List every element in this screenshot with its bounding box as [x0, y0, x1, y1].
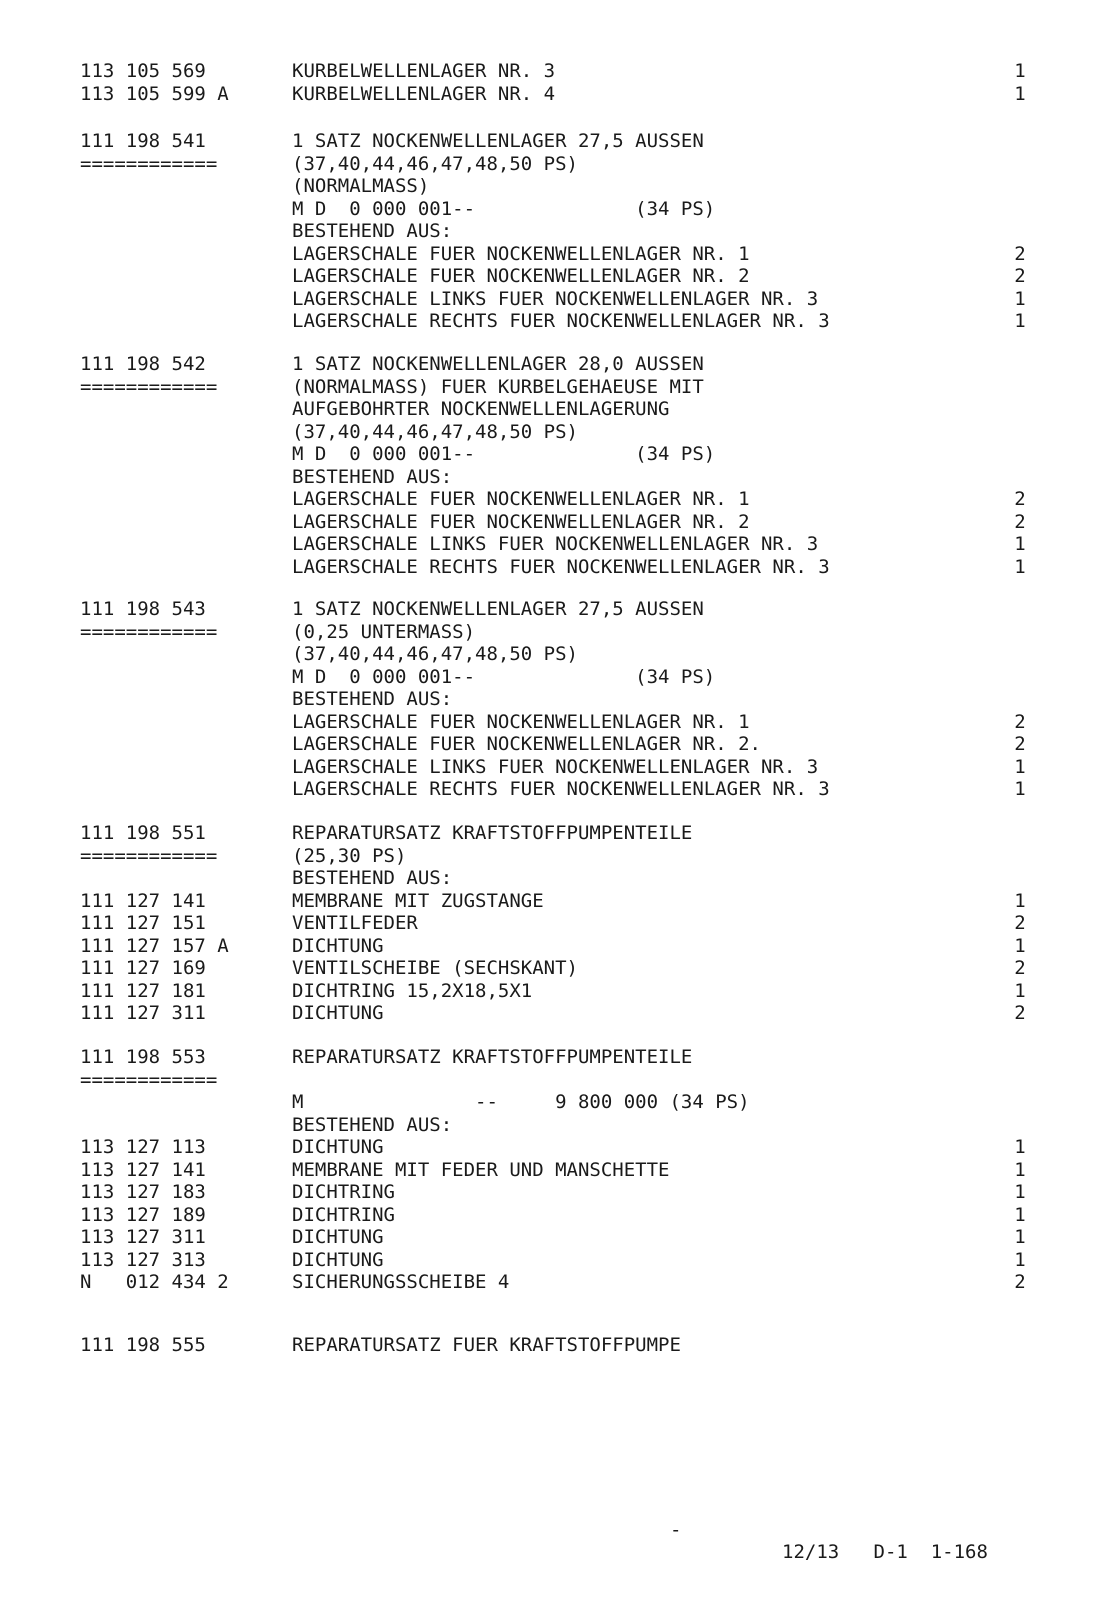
separator-rule: ============	[80, 375, 218, 398]
part-number: 111 198 543	[80, 598, 206, 620]
part-quantity: 2	[1014, 912, 1026, 934]
parts-line	[0, 666, 1113, 689]
parts-line	[0, 153, 1113, 176]
part-quantity: 1	[1014, 287, 1026, 310]
part-quantity: 1	[1014, 1158, 1026, 1181]
part-description: LAGERSCHALE LINKS FUER NOCKENWELLENLAGER NR. 3	[292, 533, 819, 555]
parts-line	[0, 1334, 1113, 1357]
parts-line	[0, 488, 1113, 511]
part-description: BESTEHEND AUS:	[292, 1113, 453, 1136]
part-description: DICHTUNG	[292, 934, 384, 957]
parts-line	[0, 198, 1113, 221]
part-number: 111 198 542	[80, 353, 206, 375]
part-description: BESTEHEND AUS:	[292, 688, 453, 710]
part-number: 113 127 113	[80, 1136, 206, 1158]
part-quantity: 2	[1014, 488, 1026, 510]
part-number: 113 105 599 A	[80, 82, 229, 105]
part-description: BESTEHEND AUS:	[292, 220, 453, 242]
part-description: BESTEHEND AUS:	[292, 465, 453, 488]
part-description: 1 SATZ NOCKENWELLENLAGER 27,5 AUSSEN	[292, 130, 704, 152]
parts-line	[0, 957, 1113, 980]
part-description: MEMBRANE MIT ZUGSTANGE	[292, 889, 544, 912]
part-number: 113 127 141	[80, 1158, 206, 1181]
parts-line	[0, 733, 1113, 756]
parts-line	[0, 778, 1113, 801]
part-description: LAGERSCHALE FUER NOCKENWELLENLAGER NR. 1	[292, 488, 750, 510]
part-description: LAGERSCHALE RECHTS FUER NOCKENWELLENLAGER NR. 3	[292, 778, 830, 800]
part-description: LAGERSCHALE FUER NOCKENWELLENLAGER NR. 2	[292, 510, 750, 533]
page-footer	[0, 1496, 1113, 1563]
part-number: 111 198 553	[80, 1046, 206, 1068]
part-quantity: 2	[1014, 265, 1026, 287]
part-description: LAGERSCHALE FUER NOCKENWELLENLAGER NR. 2	[292, 265, 750, 287]
separator-rule: ============	[80, 152, 218, 175]
parts-line	[0, 1114, 1113, 1137]
part-description: (37,40,44,46,47,48,50 PS)	[292, 643, 578, 665]
part-quantity: 1	[1014, 555, 1026, 578]
parts-line	[0, 621, 1113, 644]
part-description: DICHTRING	[292, 1203, 395, 1226]
footer-dash: -	[670, 1518, 682, 1541]
parts-line	[0, 1204, 1113, 1227]
part-description: LAGERSCHALE LINKS FUER NOCKENWELLENLAGER NR. 3	[292, 755, 819, 778]
part-description: M -- 9 800 000 (34 PS)	[292, 1091, 750, 1113]
part-description: DICHTUNG	[292, 1226, 384, 1248]
part-description: DICHTUNG	[292, 1136, 384, 1158]
parts-line	[0, 466, 1113, 489]
parts-line	[0, 443, 1113, 466]
part-number: 111 127 151	[80, 912, 206, 934]
parts-line	[0, 912, 1113, 935]
part-description: REPARATURSATZ KRAFTSTOFFPUMPENTEILE	[292, 1046, 693, 1068]
parts-line	[0, 83, 1113, 106]
part-description: (0,25 UNTERMASS)	[292, 620, 476, 643]
part-quantity: 1	[1014, 1248, 1026, 1271]
part-description: (25,30 PS)	[292, 844, 407, 867]
part-number: 111 127 181	[80, 979, 206, 1002]
separator-rule: ============	[80, 844, 218, 867]
parts-line	[0, 310, 1113, 333]
part-description: DICHTRING	[292, 1181, 395, 1203]
part-description: LAGERSCHALE FUER NOCKENWELLENLAGER NR. 1	[292, 710, 750, 733]
separator-rule: ============	[80, 1068, 218, 1091]
parts-line	[0, 845, 1113, 868]
parts-line	[0, 688, 1113, 711]
part-quantity: 2	[1014, 242, 1026, 265]
part-description: LAGERSCHALE FUER NOCKENWELLENLAGER NR. 1	[292, 242, 750, 265]
part-number: 113 127 311	[80, 1226, 206, 1248]
part-description: (37,40,44,46,47,48,50 PS)	[292, 152, 578, 175]
parts-line	[0, 1226, 1113, 1249]
part-quantity: 1	[1014, 60, 1026, 82]
part-description: REPARATURSATZ KRAFTSTOFFPUMPENTEILE	[292, 822, 693, 844]
footer-page-code: 12/13 D-1 1-168	[782, 1541, 988, 1563]
parts-line	[0, 1271, 1113, 1294]
part-description: MEMBRANE MIT FEDER UND MANSCHETTE	[292, 1158, 670, 1181]
parts-line	[0, 220, 1113, 243]
part-quantity: 1	[1014, 310, 1026, 332]
parts-line	[0, 1091, 1113, 1114]
parts-line	[0, 376, 1113, 399]
parts-line	[0, 643, 1113, 666]
part-quantity: 1	[1014, 1181, 1026, 1203]
parts-line	[0, 890, 1113, 913]
parts-line	[0, 1136, 1113, 1159]
part-description: (NORMALMASS) FUER KURBELGEHAEUSE MIT	[292, 375, 704, 398]
part-quantity: 1	[1014, 1136, 1026, 1158]
part-description: BESTEHEND AUS:	[292, 867, 453, 889]
parts-line	[0, 867, 1113, 890]
part-description: AUFGEBOHRTER NOCKENWELLENLAGERUNG	[292, 398, 670, 420]
separator-rule: ============	[80, 620, 218, 643]
part-description: (37,40,44,46,47,48,50 PS)	[292, 420, 578, 443]
parts-line	[0, 822, 1113, 845]
part-quantity: 2	[1014, 1271, 1026, 1293]
parts-line	[0, 265, 1113, 288]
part-description: SICHERUNGSSCHEIBE 4	[292, 1271, 510, 1293]
part-quantity: 1	[1014, 889, 1026, 912]
part-description: KURBELWELLENLAGER NR. 3	[292, 60, 556, 82]
parts-line	[0, 980, 1113, 1003]
part-quantity: 1	[1014, 533, 1026, 555]
parts-line	[0, 711, 1113, 734]
parts-line	[0, 421, 1113, 444]
part-quantity: 1	[1014, 1203, 1026, 1226]
parts-line	[0, 935, 1113, 958]
part-description: DICHTRING 15,2X18,5X1	[292, 979, 533, 1002]
part-description: 1 SATZ NOCKENWELLENLAGER 27,5 AUSSEN	[292, 598, 704, 620]
part-number: 111 127 311	[80, 1002, 206, 1024]
part-description: LAGERSCHALE LINKS FUER NOCKENWELLENLAGER NR. 3	[292, 287, 819, 310]
part-number: 113 105 569	[80, 60, 206, 82]
part-description: LAGERSCHALE RECHTS FUER NOCKENWELLENLAGER NR. 3	[292, 555, 830, 578]
part-description: KURBELWELLENLAGER NR. 4	[292, 82, 556, 105]
part-description: DICHTUNG	[292, 1248, 384, 1271]
part-quantity: 2	[1014, 710, 1026, 733]
part-quantity: 1	[1014, 82, 1026, 105]
parts-line	[0, 756, 1113, 779]
part-quantity: 1	[1014, 755, 1026, 778]
part-quantity: 2	[1014, 510, 1026, 533]
part-description: M D 0 000 001-- (34 PS)	[292, 443, 716, 465]
parts-line	[0, 556, 1113, 579]
part-quantity: 1	[1014, 778, 1026, 800]
part-number: 113 127 189	[80, 1203, 206, 1226]
part-description: LAGERSCHALE FUER NOCKENWELLENLAGER NR. 2.	[292, 733, 761, 755]
parts-line	[0, 130, 1113, 153]
parts-line	[0, 398, 1113, 421]
parts-line	[0, 1249, 1113, 1272]
parts-line	[0, 598, 1113, 621]
part-description: VENTILSCHEIBE (SECHSKANT)	[292, 957, 578, 979]
part-number: N 012 434 2	[80, 1271, 229, 1293]
part-description: REPARATURSATZ FUER KRAFTSTOFFPUMPE	[292, 1334, 681, 1356]
part-quantity: 2	[1014, 1002, 1026, 1024]
parts-line	[0, 353, 1113, 376]
part-description: DICHTUNG	[292, 1002, 384, 1024]
part-number: 111 198 555	[80, 1334, 206, 1356]
part-number: 113 127 313	[80, 1248, 206, 1271]
part-number: 111 198 551	[80, 822, 206, 844]
parts-line	[0, 243, 1113, 266]
parts-line	[0, 1069, 1113, 1092]
part-description: LAGERSCHALE RECHTS FUER NOCKENWELLENLAGER NR. 3	[292, 310, 830, 332]
part-number: 111 127 157 A	[80, 934, 229, 957]
part-number: 113 127 183	[80, 1181, 206, 1203]
part-description: M D 0 000 001-- (34 PS)	[292, 665, 716, 688]
parts-line	[0, 1002, 1113, 1025]
part-number: 111 198 541	[80, 130, 206, 152]
part-description: (NORMALMASS)	[292, 175, 430, 197]
part-number: 111 127 169	[80, 957, 206, 979]
part-quantity: 2	[1014, 957, 1026, 979]
parts-line	[0, 1046, 1113, 1069]
parts-line	[0, 60, 1113, 83]
parts-line	[0, 1181, 1113, 1204]
parts-line	[0, 511, 1113, 534]
parts-line	[0, 1159, 1113, 1182]
part-quantity: 1	[1014, 979, 1026, 1002]
part-description: M D 0 000 001-- (34 PS)	[292, 197, 716, 220]
part-description: 1 SATZ NOCKENWELLENLAGER 28,0 AUSSEN	[292, 353, 704, 375]
parts-line	[0, 288, 1113, 311]
parts-line	[0, 175, 1113, 198]
part-description: VENTILFEDER	[292, 912, 418, 934]
part-quantity: 1	[1014, 1226, 1026, 1248]
part-number: 111 127 141	[80, 889, 206, 912]
parts-line	[0, 533, 1113, 556]
part-quantity: 1	[1014, 934, 1026, 957]
part-quantity: 2	[1014, 733, 1026, 755]
